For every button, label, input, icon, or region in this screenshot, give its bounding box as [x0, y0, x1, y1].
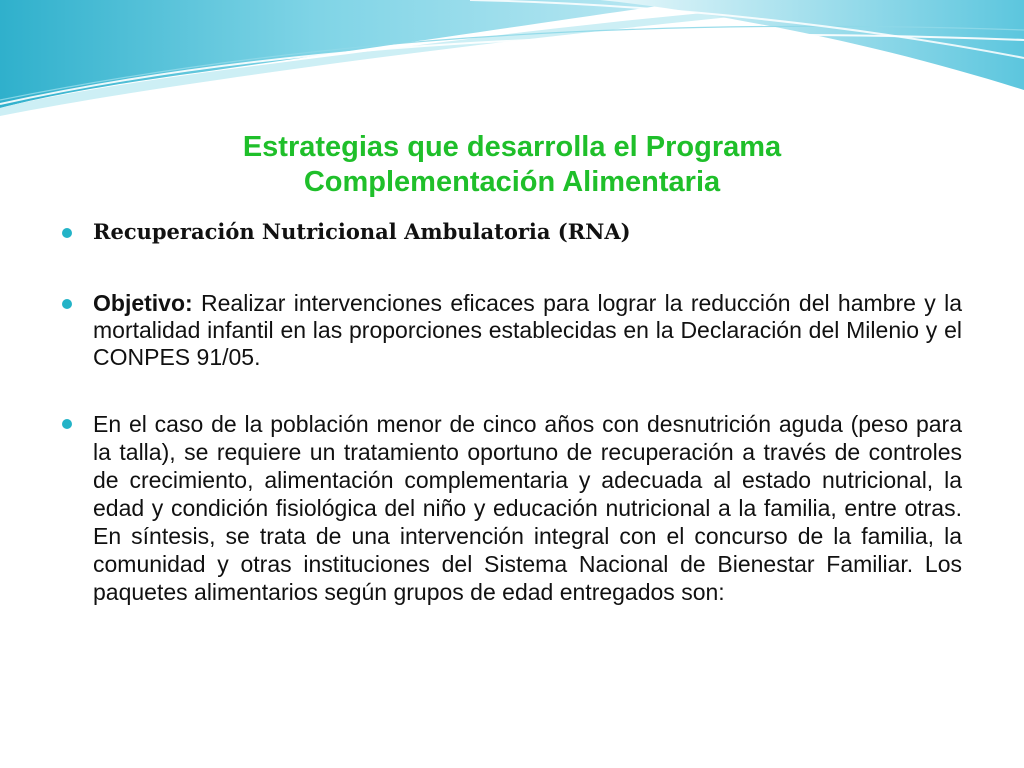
title-line-1: Estrategias que desarrolla el Programa: [242, 131, 782, 163]
bullet-dot-icon: [62, 228, 72, 238]
header-wave-decoration: [0, 0, 1024, 120]
bullet-text: [93, 290, 962, 371]
bullet-lead-label: Objetivo:: [93, 290, 193, 316]
wave-band-right: [600, 0, 1024, 90]
bullet-dot-icon: [62, 299, 72, 309]
slide-title: [120, 130, 904, 200]
bullet-body: Realizar intervenciones eficaces para lograr la reducción del hambre y la mortalidad infantil en las proporciones establecidas en la Declaración del Milenio y el CONPES 91/05.: [93, 290, 962, 370]
bullet-text: Recuperación Nutricional Ambulatoria (RNA): [93, 219, 631, 244]
title-line-2: Complementación Alimentaria: [303, 166, 721, 198]
bullet-text: En el caso de la población menor de cinco años con desnutrición aguda (peso para la talla), se requiere un tratamiento oportuno de recuperación a través de controles de crecimiento, alimentación complementaria y adecuada al estado nutricional, la edad y condición fisiológica del niño y educación nutricional a la familia, entre otras. En síntesis, se trata de una intervención integral con el concurso de la familia, la comunidad y otras instituciones del Sistema Nacional de Bienestar Familiar. Los paquetes alimentarios según grupos de edad entregados son:: [93, 411, 962, 605]
bullet-dot-icon: [62, 419, 72, 429]
